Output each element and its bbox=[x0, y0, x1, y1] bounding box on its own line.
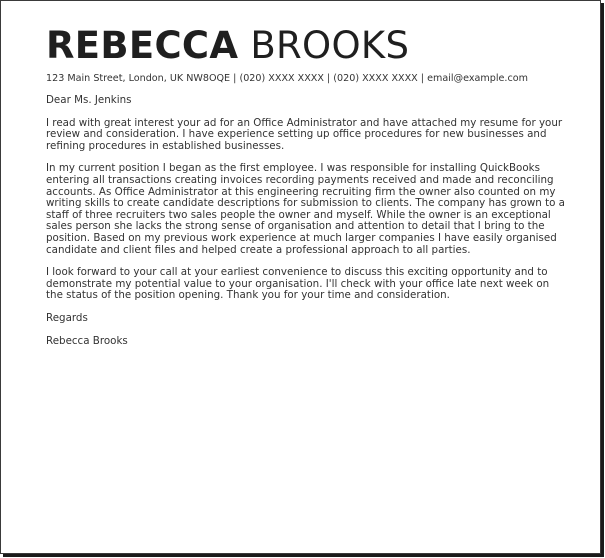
salutation: Dear Ms. Jenkins bbox=[46, 94, 132, 106]
paragraph-experience: In my current position I began as the first employee. I was responsible for installing QuickBooks entering all transactions creating invoices recording payments received and made and reconciling accounts. As Office Administrator at this engineering recruiting firm the owner also counted on my writing skills to create candidate descriptions for submission to clients. The company has grown to a staff of three recruiters two sales people the owner and myself. While the owner is an exceptional sales person she lacks the strong sense of organisation and attention to detail that I bring to the position. Based on my previous work experience at much larger companies I have easily organised candidate and client files and helped create a professional approach to all parties. bbox=[46, 162, 565, 256]
closing: Regards bbox=[46, 311, 88, 324]
sender-first-name: REBECCA bbox=[46, 24, 239, 67]
contact-line: 123 Main Street, London, UK NW8OQE | (020) XXXX XXXX | (020) XXXX XXXX | email@example.com bbox=[46, 73, 528, 84]
sender-name bbox=[46, 24, 410, 67]
signature: Rebecca Brooks bbox=[46, 334, 128, 347]
letter-body bbox=[46, 95, 566, 358]
sender-last-name: BROOKS bbox=[250, 24, 410, 67]
paragraph-closing: I look forward to your call at your earliest convenience to discuss this exciting opportunity and to demonstrate my potential value to your organisation. I'll check with your office late next week on the status of the position opening. Thank you for your time and consideration. bbox=[46, 266, 550, 302]
paragraph-intro: I read with great interest your ad for an Office Administrator and have attached my resume for your review and consideration. I have experience setting up office procedures for new businesses and refining procedures in established businesses. bbox=[46, 116, 563, 152]
